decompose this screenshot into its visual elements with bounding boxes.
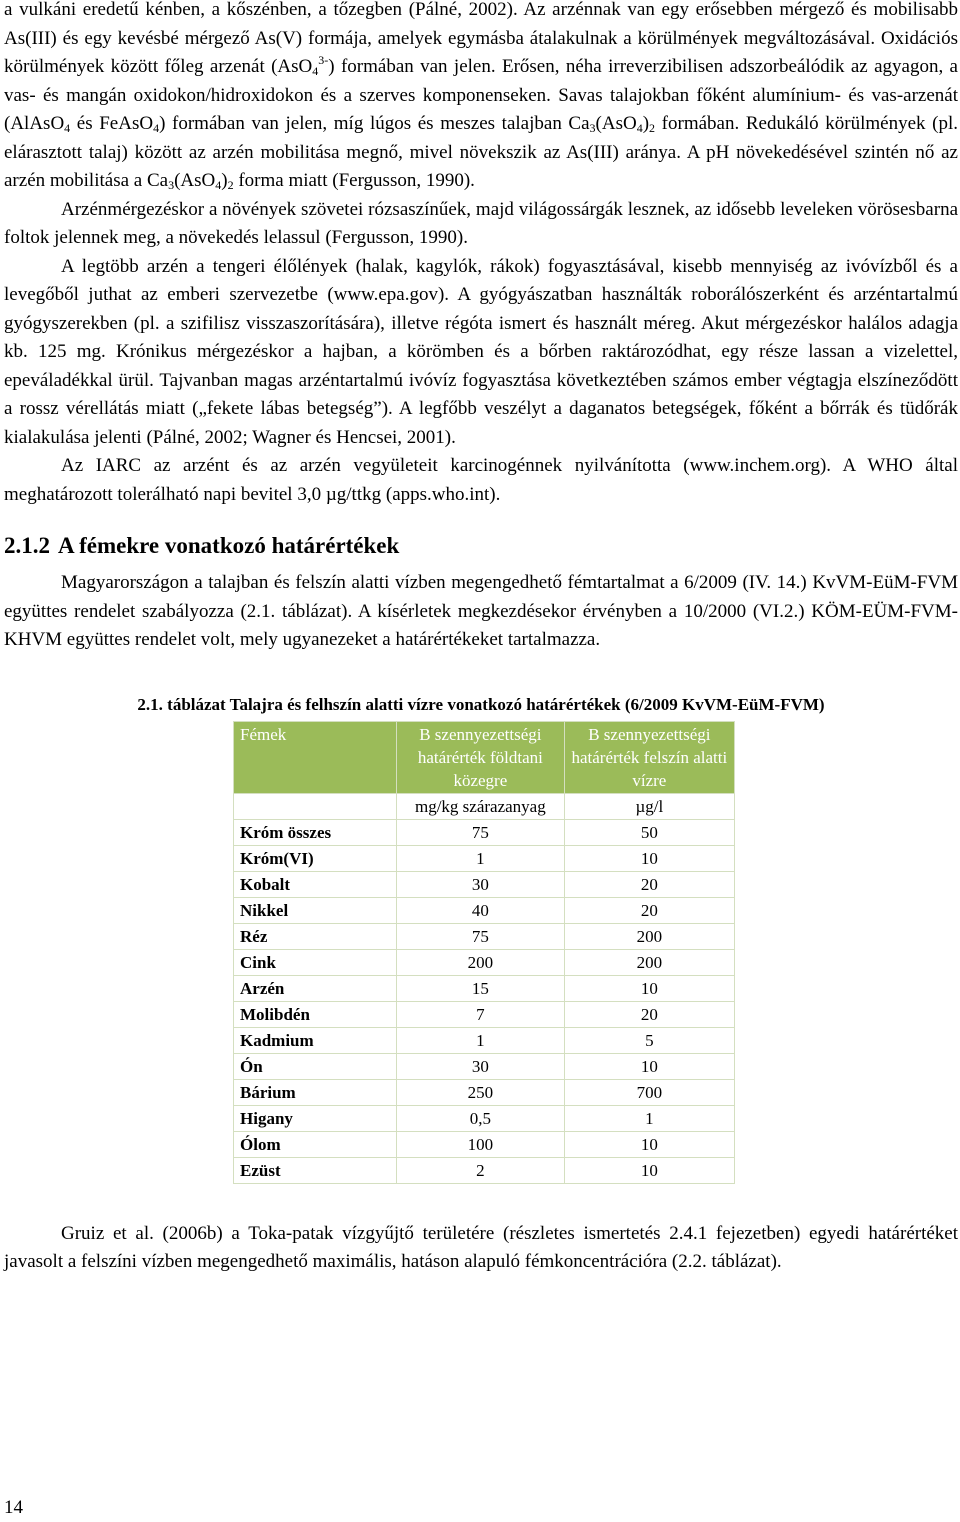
water-limit-cell: 20 bbox=[564, 1001, 734, 1027]
header-soil-limit: B szennyezettségi határérték földtani közegre bbox=[397, 721, 565, 793]
unit-soil: mg/kg szárazanyag bbox=[397, 793, 565, 819]
metal-cell: Króm összes bbox=[234, 819, 397, 845]
page-number: 14 bbox=[4, 1497, 23, 1518]
text-run: ) bbox=[642, 113, 650, 134]
water-limit-cell: 10 bbox=[564, 845, 734, 871]
metal-cell: Molibdén bbox=[234, 1001, 397, 1027]
table-row bbox=[234, 975, 735, 1001]
water-limit-cell: 20 bbox=[564, 897, 734, 923]
water-limit-cell: 200 bbox=[564, 949, 734, 975]
soil-limit-cell: 7 bbox=[397, 1001, 565, 1027]
subscript: 2 bbox=[649, 121, 656, 135]
metal-cell: Higany bbox=[234, 1105, 397, 1131]
metal-cell: Ezüst bbox=[234, 1157, 397, 1183]
subscript: 3 bbox=[168, 178, 175, 192]
subscript: 4 bbox=[312, 64, 319, 78]
subscript: 4 bbox=[215, 178, 222, 192]
metal-cell: Bárium bbox=[234, 1079, 397, 1105]
metal-cell: Kadmium bbox=[234, 1027, 397, 1053]
soil-limit-cell: 40 bbox=[397, 897, 565, 923]
arsenic-chemistry-paragraph bbox=[4, 0, 958, 196]
iarc-paragraph: Az IARC az arzént és az arzén vegyületeit karcinogénnek nyilvánította (www.inchem.org). A WHO által meghatározott tolerálható napi bevitel 3,0 µg/ttkg (apps.who.int). bbox=[4, 455, 958, 505]
soil-limit-cell: 2 bbox=[397, 1157, 565, 1183]
water-limit-cell: 1 bbox=[564, 1105, 734, 1131]
subscript: 4 bbox=[636, 121, 643, 135]
text-run: Erősen, néha irreverzibilisen adszorbeálódik az agyagon, a vas- és mangán oxidokon/hidroxidokon és a szerves komponenseken. bbox=[4, 56, 958, 106]
water-limit-cell: 10 bbox=[564, 1131, 734, 1157]
table-header-row bbox=[234, 721, 735, 793]
table-body bbox=[234, 793, 735, 1183]
metal-cell: Ón bbox=[234, 1053, 397, 1079]
table-row bbox=[234, 819, 735, 845]
superscript: 3- bbox=[318, 53, 329, 67]
table-row bbox=[234, 845, 735, 871]
text-run: ) formában van jelen. bbox=[328, 56, 496, 77]
table-row bbox=[234, 1027, 735, 1053]
metal-cell: Króm(VI) bbox=[234, 845, 397, 871]
table-row bbox=[234, 1053, 735, 1079]
table-row bbox=[234, 1131, 735, 1157]
soil-limit-cell: 250 bbox=[397, 1079, 565, 1105]
metal-cell: Ólom bbox=[234, 1131, 397, 1157]
soil-limit-cell: 1 bbox=[397, 845, 565, 871]
text-run: formában. Redukáló körülmények (pl. elárasztott talaj) között az arzén mobilitása megnő, mivel növekszik az As(III) aránya. A pH növekedésével szintén nő az arzén mobilitása a Ca bbox=[4, 113, 958, 191]
metal-cell: Réz bbox=[234, 923, 397, 949]
text-run: Savas talajokban főként alumínium- és vas-arzenát (AlAsO bbox=[4, 84, 958, 134]
water-limit-cell: 10 bbox=[564, 1157, 734, 1183]
water-limit-cell: 10 bbox=[564, 1053, 734, 1079]
soil-limit-cell: 30 bbox=[397, 871, 565, 897]
text-run: forma miatt (Fergusson, 1990). bbox=[233, 170, 475, 191]
soil-limit-cell: 100 bbox=[397, 1131, 565, 1157]
gruiz-paragraph: Gruiz et al. (2006b) a Toka-patak vízgyűjtő területére (részletes ismertetés 2.4.1 fejezetben) egyedi határértéket javasolt a felszíni vízben megengedhető maximális, hatáson alapuló fémkoncentrációra (2.2. táblázat). bbox=[4, 1222, 958, 1272]
table-row bbox=[234, 1001, 735, 1027]
plant-symptoms-paragraph: Arzénmérgezéskor a növények szövetei rózsaszínűek, majd világossárgák lesznek, az idősebb leveleken vörösesbarna foltok jelennek meg, a növekedés lelassul (Fergusson, 1990). bbox=[4, 198, 958, 248]
water-limit-cell: 10 bbox=[564, 975, 734, 1001]
soil-limit-cell: 0,5 bbox=[397, 1105, 565, 1131]
unit-cell-empty bbox=[234, 793, 397, 819]
text-run: ) bbox=[221, 170, 228, 191]
table-caption: 2.1. táblázat Talajra és felhszín alatti vízre vonatkozó határértékek (6/2009 KvVM-EüM-FVM) bbox=[137, 694, 825, 714]
soil-limit-cell: 200 bbox=[397, 949, 565, 975]
metal-cell: Cink bbox=[234, 949, 397, 975]
water-limit-cell: 200 bbox=[564, 923, 734, 949]
metal-cell: Nikkel bbox=[234, 897, 397, 923]
text-run: és FeAsO bbox=[70, 113, 154, 134]
metal-cell: Kobalt bbox=[234, 871, 397, 897]
soil-limit-cell: 1 bbox=[397, 1027, 565, 1053]
water-limit-cell: 700 bbox=[564, 1079, 734, 1105]
text-run: ) formában van jelen, míg lúgos és meszes talajban Ca bbox=[159, 113, 590, 134]
water-limit-cell: 20 bbox=[564, 871, 734, 897]
section-heading bbox=[4, 531, 958, 561]
regulation-paragraph: Magyarországon a talajban és felszín alatti vízben megengedhető fémtartalmat a 6/2009 (IV. 14.) KvVM-EüM-FVM együttes rendelet szabályozza (2.1. táblázat). A kísérletek megkezdésekor érvényben a 10/2000 (VI.2.) KÖM-EÜM-FVM-KHVM együttes rendelet volt, mely ugyanezeket a határértékeket tartalmazza. bbox=[4, 572, 958, 650]
limits-table bbox=[233, 721, 735, 1184]
units-row bbox=[234, 793, 735, 819]
table-row bbox=[234, 923, 735, 949]
water-limit-cell: 5 bbox=[564, 1027, 734, 1053]
table-row bbox=[234, 949, 735, 975]
table-row bbox=[234, 1157, 735, 1183]
document-page bbox=[4, 0, 958, 1277]
subscript: 3 bbox=[589, 121, 596, 135]
metal-cell: Arzén bbox=[234, 975, 397, 1001]
table-row bbox=[234, 1079, 735, 1105]
unit-water: µg/l bbox=[564, 793, 734, 819]
text-run: (AsO bbox=[595, 113, 637, 134]
subscript: 4 bbox=[64, 121, 71, 135]
human-exposure-paragraph: A legtöbb arzén a tengeri élőlények (halak, kagylók, rákok) fogyasztásával, kisebb mennyiség az ivóvízből és a levegőből juthat az emberi szervezetbe (www.epa.gov). A gyógyászatban használták roborálószerként és arzéntartalmú gyógyszerekben (pl. a szifilisz visszaszorítására), illetve régóta ismert és használt méreg. Akut mérgezéskor halálos adagja kb. 125 mg. Krónikus mérgezéskor a hajban, a körömben és a bőrben raktározódhat, egy része lassan a vizelettel, epeváladékkal ürül. Tajvanban magas arzéntartalmú ivóvíz fogyasztása következtében számos ember végtagja elszíneződött a rossz vérellátás miatt („fekete lábas betegség”). A legfőbb veszélyt a daganatos betegségek, főként a bőrrák és tüdőrák kialakulása jelenti (Pálné, 2002; Wagner és Hencsei, 2001). bbox=[4, 255, 958, 448]
subscript: 2 bbox=[227, 178, 234, 192]
soil-limit-cell: 15 bbox=[397, 975, 565, 1001]
soil-limit-cell: 75 bbox=[397, 819, 565, 845]
soil-limit-cell: 75 bbox=[397, 923, 565, 949]
text-run: (AsO bbox=[174, 170, 216, 191]
table-row bbox=[234, 897, 735, 923]
table-row bbox=[234, 871, 735, 897]
section-number: 2.1.2 bbox=[4, 533, 50, 558]
subscript: 4 bbox=[153, 121, 160, 135]
water-limit-cell: 50 bbox=[564, 819, 734, 845]
section-title: A fémekre vonatkozó határértékek bbox=[58, 533, 400, 558]
soil-limit-cell: 30 bbox=[397, 1053, 565, 1079]
header-metals: Fémek bbox=[234, 721, 397, 793]
text-run: a vulkáni eredetű kénben, a kőszénben, a tőzegben (Pálné, 2002). Az arzénnak van egy erősebben mérgező és mobilisabb As(III) és egy kevésbé mérgező As(V) formája, amelyek egymásba átalakulnak a körülmények megváltozásával. Oxidációs körülmények között főleg arzenát (AsO bbox=[4, 0, 958, 77]
table-row bbox=[234, 1105, 735, 1131]
header-water-limit: B szennyezettségi határérték felszín alatti vízre bbox=[564, 721, 734, 793]
